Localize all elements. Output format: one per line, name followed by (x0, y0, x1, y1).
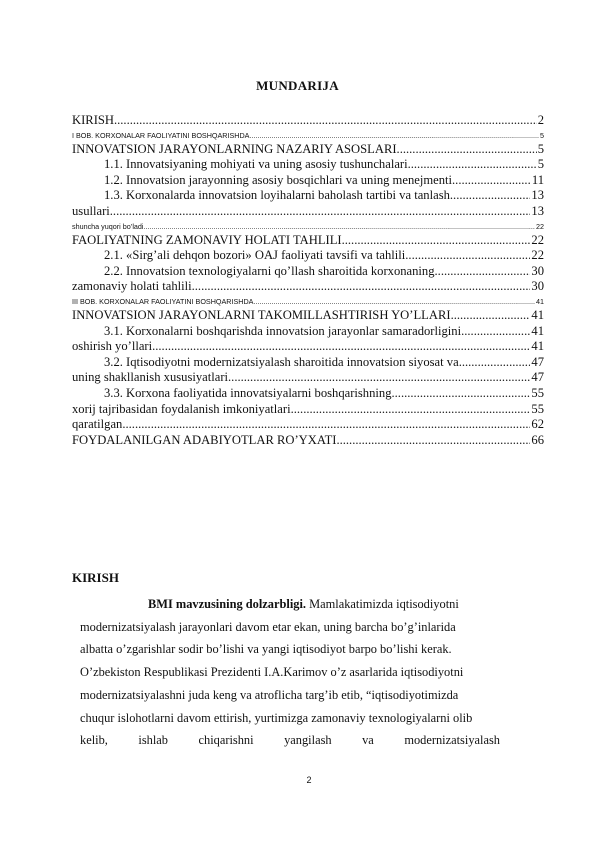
toc-entry[interactable] (72, 402, 544, 418)
paragraph-line: albatta o’zgarishlar sodir bo’lishi va yangi iqtisodiyot barpo bo’lishi kerak. (80, 642, 452, 657)
toc-entry-text: 3.2. Iqtisodiyotni modernizatsiyalash sharoitida innovatsion siyosat va (104, 354, 459, 369)
toc-leader-dots (392, 386, 531, 402)
toc-entry-text: KIRISH (72, 113, 114, 127)
toc-entry[interactable] (72, 433, 544, 449)
toc-page-number: 13 (531, 203, 544, 218)
toc-entry-text: 1.1. Innovatsiyaning mohiyati va uning asosiy tushunchalari (104, 157, 408, 172)
toc-page-number: 30 (531, 279, 544, 294)
word: ishlab (138, 733, 168, 748)
toc-entry-text: FAOLIYATNING ZAMONAVIY HOLATI TAHLILI (72, 232, 342, 247)
toc-page-number: 13 (531, 188, 544, 203)
toc-entry-text: uning shakllanish xususiyatlari (72, 370, 229, 385)
toc-entry-text: 1.2. Innovatsion jarayonning asosiy bosqichlari va uning menejmenti (104, 172, 453, 187)
toc-page-number: 62 (531, 417, 544, 432)
toc-leader-dots (122, 417, 530, 433)
toc-entry-text: 2.1. «Sirg’ali dehqon bozori» OAJ faoliyati tavsifi va tahlili (104, 248, 406, 263)
toc-page-number: 55 (531, 385, 544, 400)
toc-entry[interactable] (72, 173, 544, 189)
toc-page-number: 5 (540, 130, 544, 140)
toc-page-number: 41 (531, 323, 544, 338)
toc-entry-text: oshirish yo’llari (72, 339, 153, 354)
toc-entry[interactable] (72, 264, 544, 280)
toc-leader-dots (336, 433, 530, 449)
toc-entry-text: shuncha yuqori bo’ladi (72, 221, 144, 231)
paragraph-line: modernizatsiyalash jarayonlari davom etar ekan, uning barcha bo’g’inlarida (80, 619, 456, 634)
word: modernizatsiyalash (404, 733, 500, 748)
toc-leader-dots (342, 233, 531, 249)
word: va (362, 733, 374, 748)
toc-leader-dots (435, 264, 531, 280)
toc-page-number: 41 (531, 339, 544, 354)
toc-page-number: 5 (537, 157, 544, 172)
toc-page-number: 66 (531, 432, 544, 447)
toc-entry[interactable] (72, 339, 544, 355)
section-heading: KIRISH (72, 570, 119, 585)
toc-entry-text: INNOVATSION JARAYONLARNI TAKOMILLASHTIRISH YO’LLARI (72, 307, 451, 322)
toc-leader-dots (152, 339, 530, 355)
toc-entry[interactable] (72, 355, 544, 371)
toc-leader-dots (192, 279, 531, 295)
toc-leader-dots (110, 204, 531, 220)
toc-leader-dots (451, 308, 531, 324)
toc-leader-dots (450, 188, 531, 204)
toc-entry-text: FOYDALANILGAN ADABIYOTLAR RO’YXATI (72, 432, 337, 447)
toc-entry[interactable] (72, 386, 544, 402)
toc-page-number: 22 (531, 248, 544, 263)
toc-entry[interactable] (72, 233, 544, 249)
paragraph-first-line (80, 593, 510, 616)
page-title: MUNDARIJA (256, 78, 339, 93)
toc-leader-dots (249, 129, 539, 142)
toc-entry[interactable] (72, 113, 544, 129)
toc-entry-text: 2.2. Innovatsion texnologiyalarni qo’llash sharoitida korxonaning (104, 263, 435, 278)
toc-page-number: 30 (531, 263, 544, 278)
toc-entry-text: xorij tajribasidan foydalanish imkoniyatlari (72, 401, 291, 416)
toc-entry-text: qaratilgan (72, 417, 123, 432)
toc-entry[interactable] (72, 324, 544, 340)
toc-entry[interactable] (72, 157, 544, 173)
toc-entry-text: III BOB. KORXONALAR FAOLIYATINI BOSHQARISHDA (72, 296, 254, 306)
word: chiqarishni (198, 733, 254, 748)
paragraph-line: modernizatsiyalashni juda keng va atroflicha targ’ib etib, “iqtisodiyotimizda (80, 687, 459, 702)
toc-leader-dots (461, 324, 530, 340)
toc-page-number: 47 (531, 370, 544, 385)
toc-entry[interactable] (72, 308, 544, 324)
toc-entry[interactable] (72, 188, 544, 204)
toc-page-number: 47 (531, 354, 544, 369)
toc-page-number: 22 (536, 221, 544, 231)
toc-entry[interactable] (72, 220, 544, 233)
lead-bold-text: BMI mavzusining dolzarbligi. (148, 597, 306, 611)
toc-entry[interactable] (72, 279, 544, 295)
toc-entry[interactable] (72, 204, 544, 220)
toc-entry[interactable] (72, 295, 544, 308)
toc-entry[interactable] (72, 142, 544, 158)
toc-leader-dots (408, 157, 537, 173)
toc-page-number: 41 (536, 296, 544, 306)
toc-leader-dots (405, 248, 530, 264)
toc-leader-dots (459, 355, 531, 371)
toc-leader-dots (228, 370, 530, 386)
toc-leader-dots (452, 173, 531, 189)
toc-leader-dots (253, 295, 535, 308)
toc-page-number: 2 (537, 113, 544, 127)
paragraph-last-line (80, 729, 500, 752)
toc-page-number: 41 (531, 307, 544, 322)
toc-entry[interactable] (72, 129, 544, 142)
toc-entry[interactable] (72, 248, 544, 264)
toc-entry-text: 3.3. Korxona faoliyatida innovatsiyalarni boshqarishning (104, 385, 392, 400)
toc-page-number: 22 (531, 232, 544, 247)
toc-entry-text: I BOB. KORXONALAR FAOLIYATINI BOSHQARISHDA (72, 130, 250, 140)
page-number: 2 (306, 775, 312, 785)
toc-page-number: 11 (531, 172, 544, 187)
toc-entry[interactable] (72, 370, 544, 386)
paragraph-line: chuqur islohotlarni davom ettirish, yurtimizga zamonaviy texnologiyalarni olib (80, 710, 473, 725)
toc-entry-text: usullari (72, 203, 110, 218)
toc-entry-text: 1.3. Korxonalarda innovatsion loyihalarni baholash tartibi va tanlash (104, 188, 450, 203)
word: yangilash (284, 733, 332, 748)
toc-leader-dots (144, 220, 535, 233)
paragraph-line: O’zbekiston Respublikasi Prezidenti I.A.Karimov o’z asarlarida iqtisodiyotni (80, 665, 464, 680)
toc-entry-text: zamonaviy holati tahlili (72, 279, 192, 294)
toc-entry-text: 3.1. Korxonalarni boshqarishda innovatsion jarayonlar samaradorligini (104, 323, 462, 338)
toc-entry-text: INNOVATSION JARAYONLARNING NAZARIY ASOSLARI (72, 141, 397, 156)
toc-leader-dots (291, 402, 531, 418)
table-of-contents (72, 113, 544, 448)
toc-page-number: 5 (537, 141, 544, 156)
toc-entry[interactable] (72, 417, 544, 433)
paragraph-line: Mamlakatimizda iqtisodiyotni (306, 597, 459, 611)
toc-page-number: 55 (531, 401, 544, 416)
body-text (80, 593, 510, 752)
word: kelib, (80, 733, 108, 748)
toc-leader-dots (114, 113, 537, 129)
toc-leader-dots (397, 142, 537, 158)
